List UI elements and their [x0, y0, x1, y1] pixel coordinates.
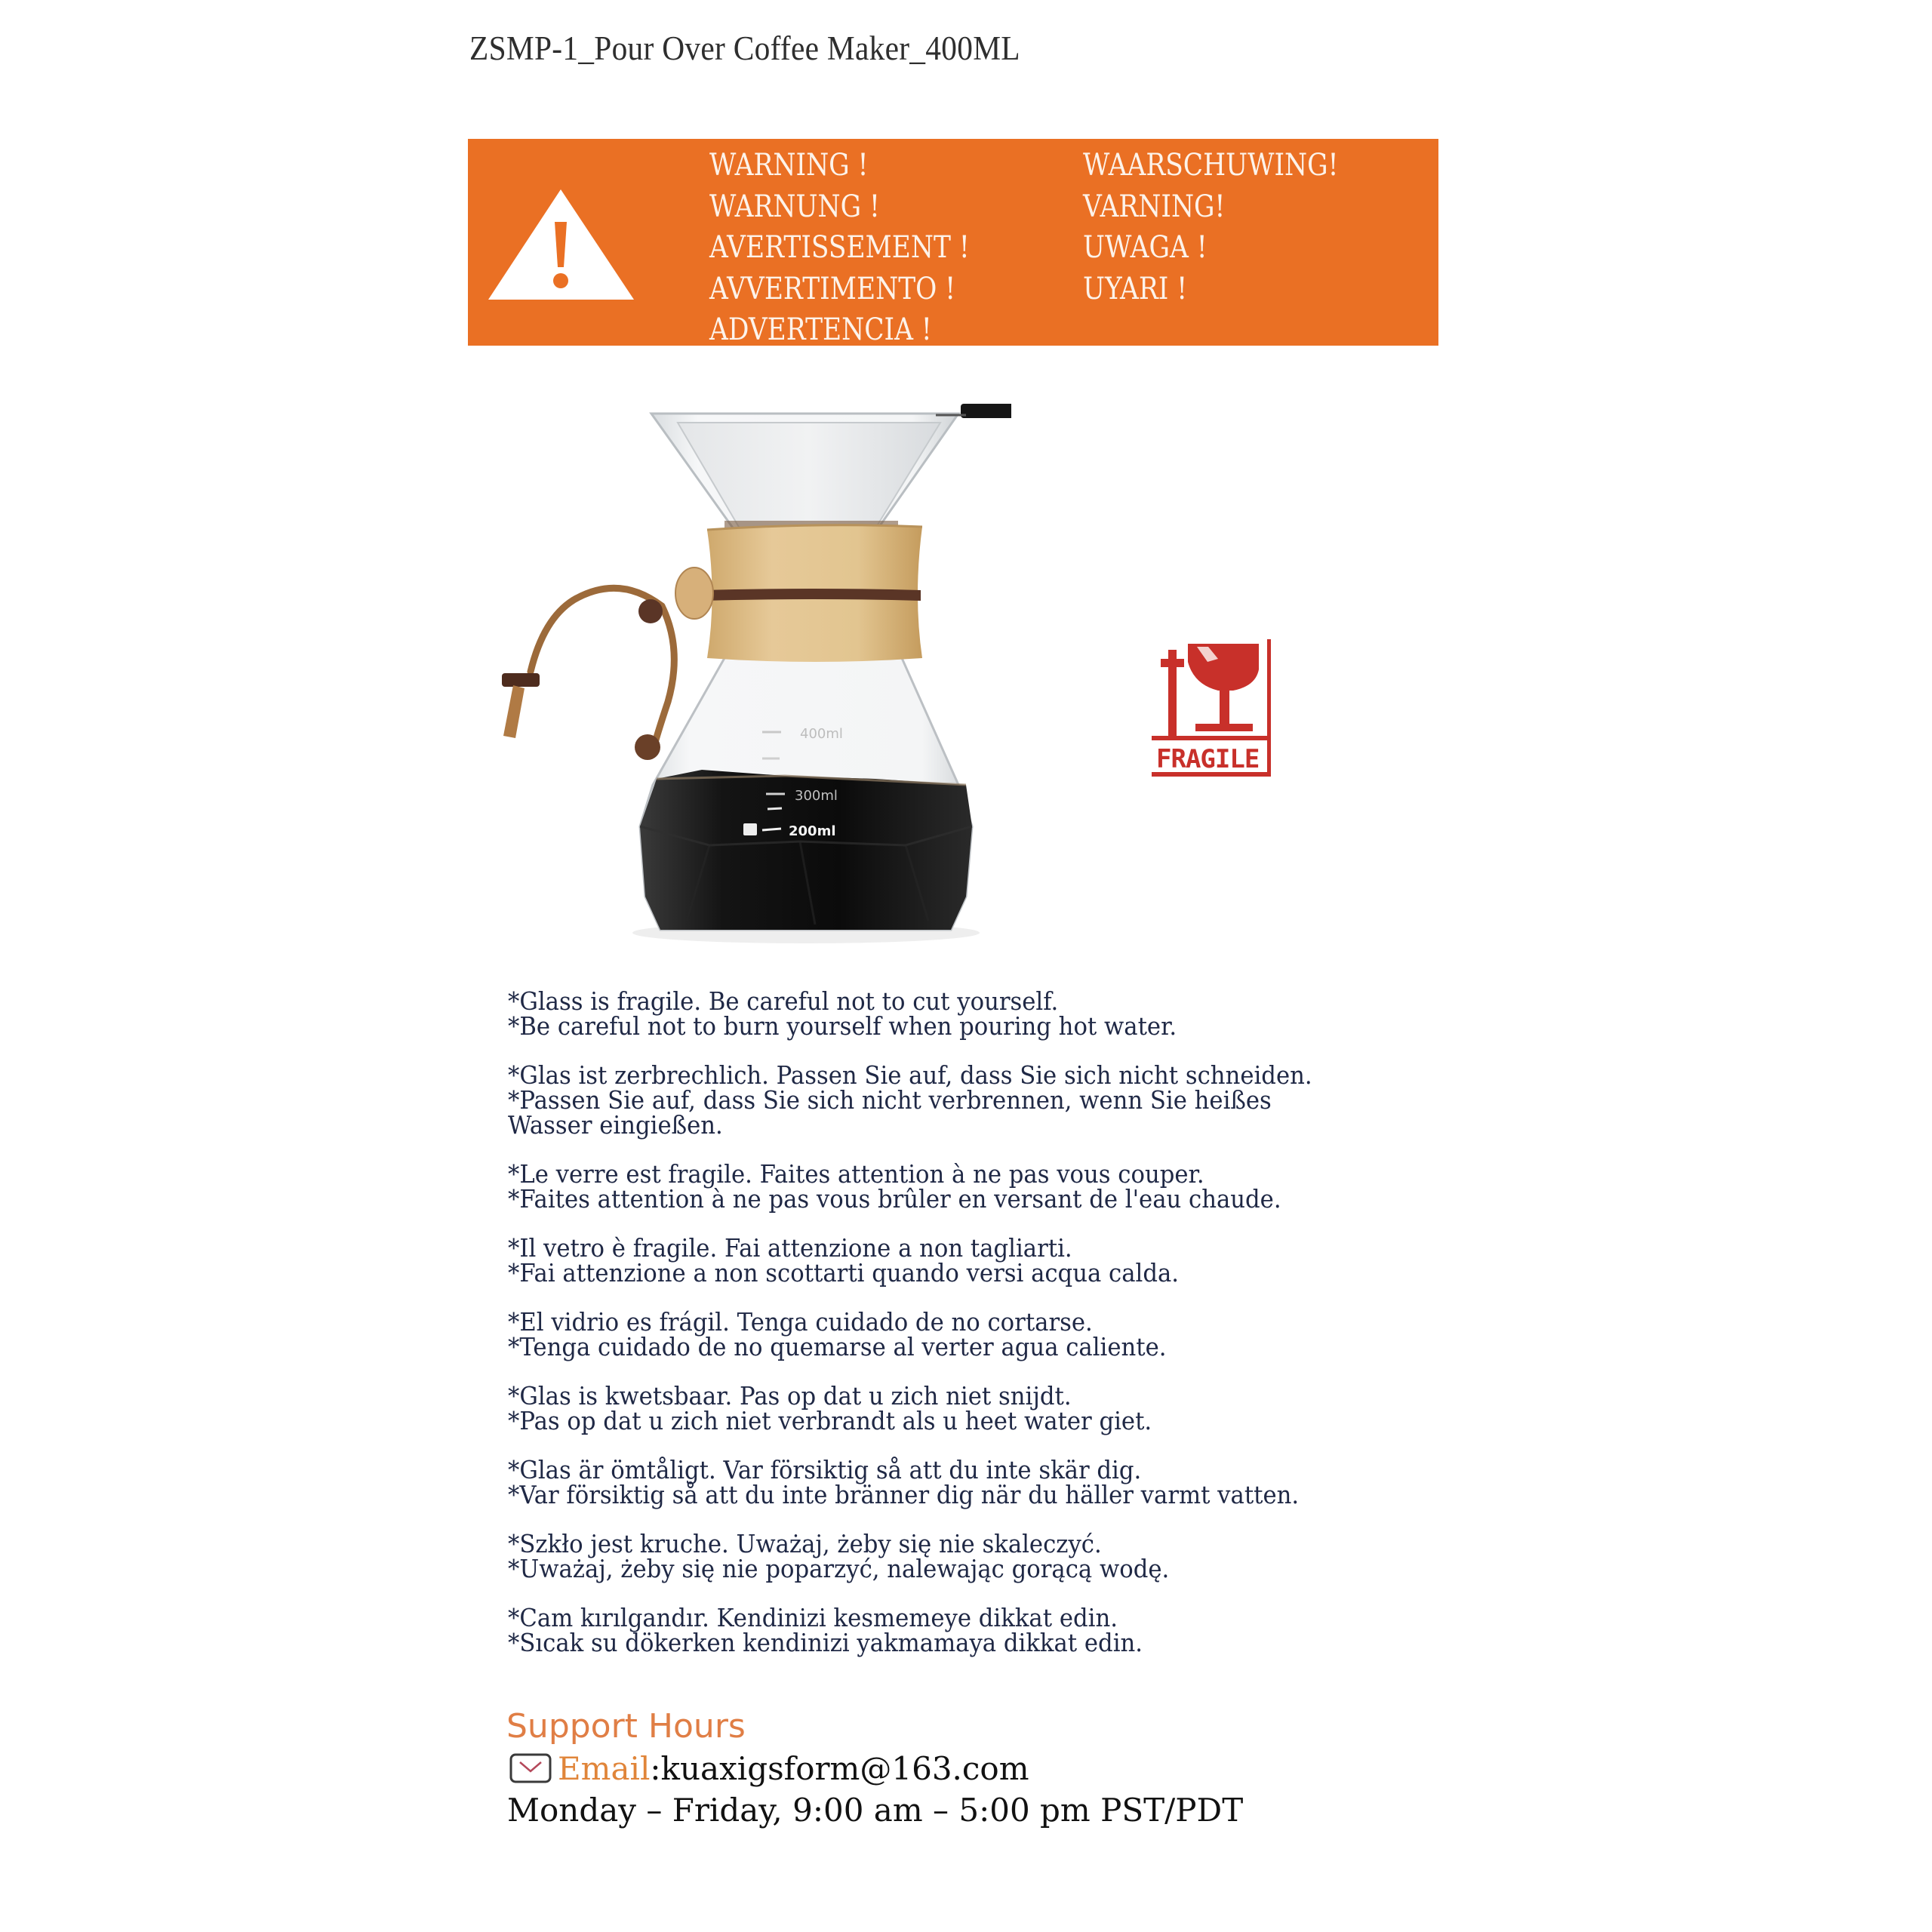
- email-separator: :: [650, 1749, 661, 1787]
- marking-400ml: 400ml: [800, 726, 843, 742]
- warning-line: *Be careful not to burn yourself when pouring hot water.: [508, 1011, 1177, 1041]
- warning-line: *Pas op dat u zich niet verbrandt als u heet water giet.: [508, 1406, 1152, 1435]
- warning-line: *Sıcak su dökerken kendinizi yakmamaya dikkat edin.: [508, 1628, 1143, 1657]
- warning-line: *Cam kırılgandır. Kendinizi kesmemeye dikkat edin.: [508, 1603, 1118, 1632]
- warning-banner: [468, 139, 1438, 346]
- warning-column-2: [1083, 145, 1338, 309]
- email-address-link[interactable]: kuaxigsform@163.com: [660, 1749, 1029, 1787]
- marking-200ml: 200ml: [789, 823, 836, 839]
- fragile-label: [1152, 639, 1274, 777]
- warning-line: *Il vetro è fragile. Fai attenzione a non tagliarti.: [508, 1233, 1072, 1263]
- coffee-maker-image: [483, 392, 1011, 966]
- marking-300ml: 300ml: [795, 788, 838, 804]
- fragile-text: FRAGILE: [1156, 744, 1260, 774]
- warning-paragraph-it: [508, 1235, 1491, 1285]
- warning-paragraph-de: [508, 1060, 1491, 1140]
- support-hours-text: Monday – Friday, 9:00 am – 5:00 pm PST/PDT: [507, 1792, 1244, 1829]
- warning-line: *Le verre est fragile. Faites attention à ne pas vous couper.: [508, 1159, 1204, 1189]
- warning-paragraph-pl: [508, 1531, 1491, 1581]
- warning-text-fr: AVERTISSEMENT !: [709, 230, 970, 265]
- document-title: ZSMP-1_Pour Over Coffee Maker_400ML: [469, 29, 1020, 67]
- warning-line: *Szkło jest kruche. Uważaj, żeby się nie skaleczyć.: [508, 1529, 1102, 1558]
- warning-text-de: WARNUNG !: [709, 189, 880, 224]
- warning-line: *Glass is fragile. Be careful not to cut yourself.: [508, 986, 1059, 1016]
- warning-line: *Tenga cuidado de no quemarse al verter agua caliente.: [508, 1332, 1167, 1361]
- support-email-row: [509, 1749, 1029, 1787]
- warning-line: *Passen Sie auf, dass Sie sich nicht verbrennen, wenn Sie heißes: [508, 1085, 1272, 1115]
- email-label: Email: [558, 1749, 651, 1787]
- warning-paragraph-es: [508, 1309, 1491, 1359]
- warning-text-pl: UWAGA !: [1083, 230, 1208, 265]
- warning-line: Wasser eingießen.: [508, 1110, 723, 1140]
- warning-text-es: ADVERTENCIA !: [709, 312, 932, 347]
- warning-text-sv: VARNING!: [1083, 189, 1226, 224]
- warning-paragraph-sv: [508, 1457, 1491, 1507]
- warning-paragraph-fr: [508, 1159, 1491, 1214]
- warning-column-1: [709, 145, 970, 351]
- support-hours-heading: Support Hours: [506, 1707, 746, 1746]
- warning-paragraph-nl: [508, 1383, 1491, 1433]
- warning-text-en: WARNING !: [709, 148, 869, 183]
- warning-text-it: AVVERTIMENTO !: [709, 271, 956, 306]
- warning-text-tr: UYARI !: [1083, 271, 1188, 306]
- warning-line: *El vidrio es frágil. Tenga cuidado de no cortarse.: [508, 1307, 1093, 1337]
- warning-line: *Glas is kwetsbaar. Pas op dat u zich niet snijdt.: [508, 1381, 1072, 1411]
- mail-icon: [509, 1753, 552, 1783]
- warning-line: *Var försiktig så att du inte bränner dig när du häller varmt vatten.: [508, 1480, 1300, 1509]
- warning-text-nl: WAARSCHUWING!: [1083, 148, 1339, 183]
- warning-paragraph-tr: [508, 1605, 1491, 1655]
- warning-triangle-icon: [488, 189, 634, 300]
- warning-line: *Faites attention à ne pas vous brûler en versant de l'eau chaude.: [508, 1184, 1281, 1214]
- warning-line: *Glas är ömtåligt. Var försiktig så att du inte skär dig.: [508, 1455, 1142, 1484]
- safety-warnings: [508, 986, 1491, 1679]
- warning-line: *Uważaj, żeby się nie poparzyć, nalewając gorącą wodę.: [508, 1554, 1170, 1583]
- warning-paragraph-en: [508, 986, 1491, 1041]
- warning-line: *Glas ist zerbrechlich. Passen Sie auf, dass Sie sich nicht schneiden.: [508, 1060, 1312, 1090]
- warning-line: *Fai attenzione a non scottarti quando versi acqua calda.: [508, 1258, 1180, 1287]
